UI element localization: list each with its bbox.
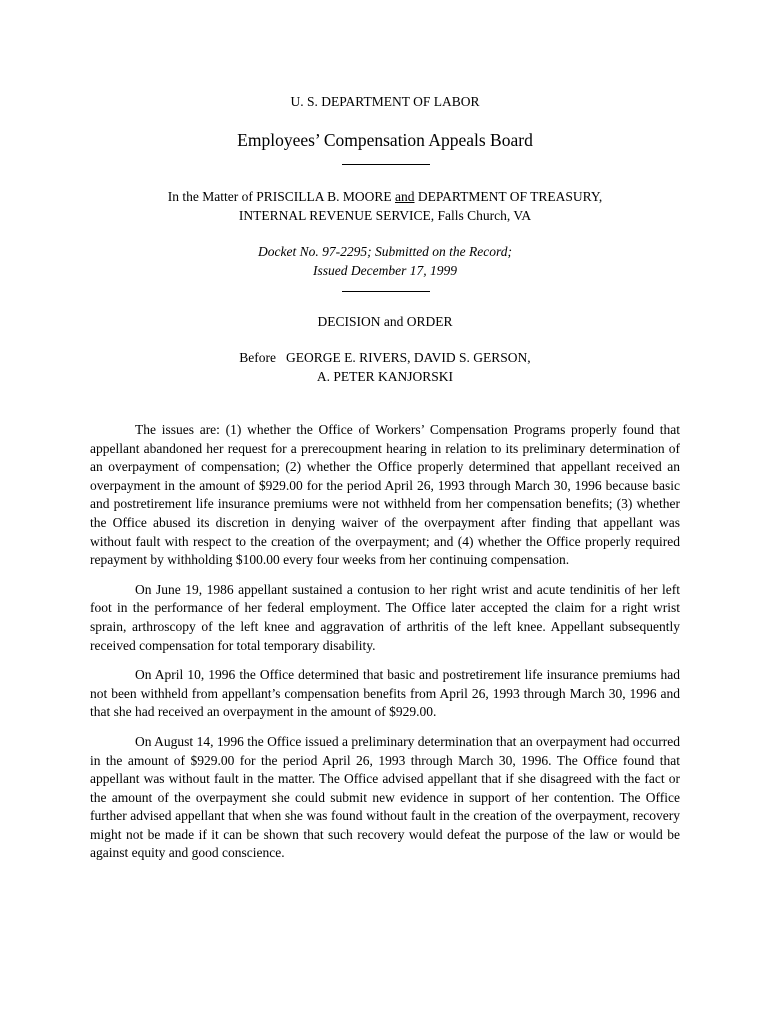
docket-line-2: Issued December 17, 1999	[313, 263, 457, 278]
caption-party: In the Matter of PRISCILLA B. MOORE	[167, 189, 392, 204]
panel-line-1	[0, 348, 770, 367]
panel-judges-1: GEORGE E. RIVERS, DAVID S. GERSON,	[286, 350, 531, 365]
body-paragraph: On August 14, 1996 the Office issued a preliminary determination that an overpayment had occurred in the amount of $929.00 for the period April 26, 1993 through March 30, 1996. The Office found that appellant was without fault in the matter. The Office advised appellant that if she disagreed with the fact or the amount of the overpayment she could submit new evidence in support of her contention. The Office further advised appellant that when she was found without fault in the creation of the overpayment, recovery might not be made if it can be shown that such recovery would defeat the purpose of the law or would be against equity and good conscience.	[90, 733, 680, 861]
docket-divider	[342, 291, 430, 292]
docket-info	[0, 242, 770, 280]
document-body	[90, 421, 680, 874]
panel-judges-2: A. PETER KANJORSKI	[316, 369, 454, 384]
case-caption	[90, 187, 680, 225]
caption-conjunction: and	[395, 189, 415, 204]
board-title: Employees’ Compensation Appeals Board	[237, 130, 533, 150]
body-paragraph: On April 10, 1996 the Office determined that basic and postretirement life insurance premiums had not been withheld from appellant’s compensation benefits from April 26, 1993 through March 30, 1996 and that she had received an overpayment in the amount of $929.00.	[90, 667, 680, 720]
body-paragraph: The issues are: (1) whether the Office of Workers’ Compensation Programs properly found that appellant abandoned her request for a prerecoupment hearing in relation to its preliminary determination of an overpayment of compensation; (2) whether the Office properly determined that appellant received an overpayment in the amount of $929.00 for the period April 26, 1993 through March 30, 1996 because basic and postretirement life insurance premiums were not withheld from her compensation benefits; (3) whether the Office abused its discretion in denying waiver of the overpayment after finding that appellant was without fault with respect to the creation of the overpayment; and (4) whether the Office properly required repayment by withholding $100.00 every four weeks from her continuing compensation.	[90, 422, 680, 568]
judges-panel	[0, 348, 770, 386]
panel-before-label: Before	[239, 350, 277, 365]
title-divider	[342, 164, 430, 165]
body-paragraph: On June 19, 1986 appellant sustained a contusion to her right wrist and acute tendinitis of her left foot in the performance of her federal employment. The Office later accepted the claim for a right wrist sprain, arthroscopy of the left knee and aggravation of arthritis of the left knee. Appellant subsequently received compensation for total temporary disability.	[90, 581, 680, 653]
decision-title: DECISION and ORDER	[317, 314, 453, 329]
agency-heading: U. S. DEPARTMENT OF LABOR	[290, 94, 480, 109]
caption-line-1	[90, 187, 680, 206]
docket-line-1: Docket No. 97-2295; Submitted on the Record;	[257, 244, 513, 259]
caption-respondent: DEPARTMENT OF TREASURY,	[417, 189, 603, 204]
caption-line-2: INTERNAL REVENUE SERVICE, Falls Church, VA	[238, 208, 532, 223]
